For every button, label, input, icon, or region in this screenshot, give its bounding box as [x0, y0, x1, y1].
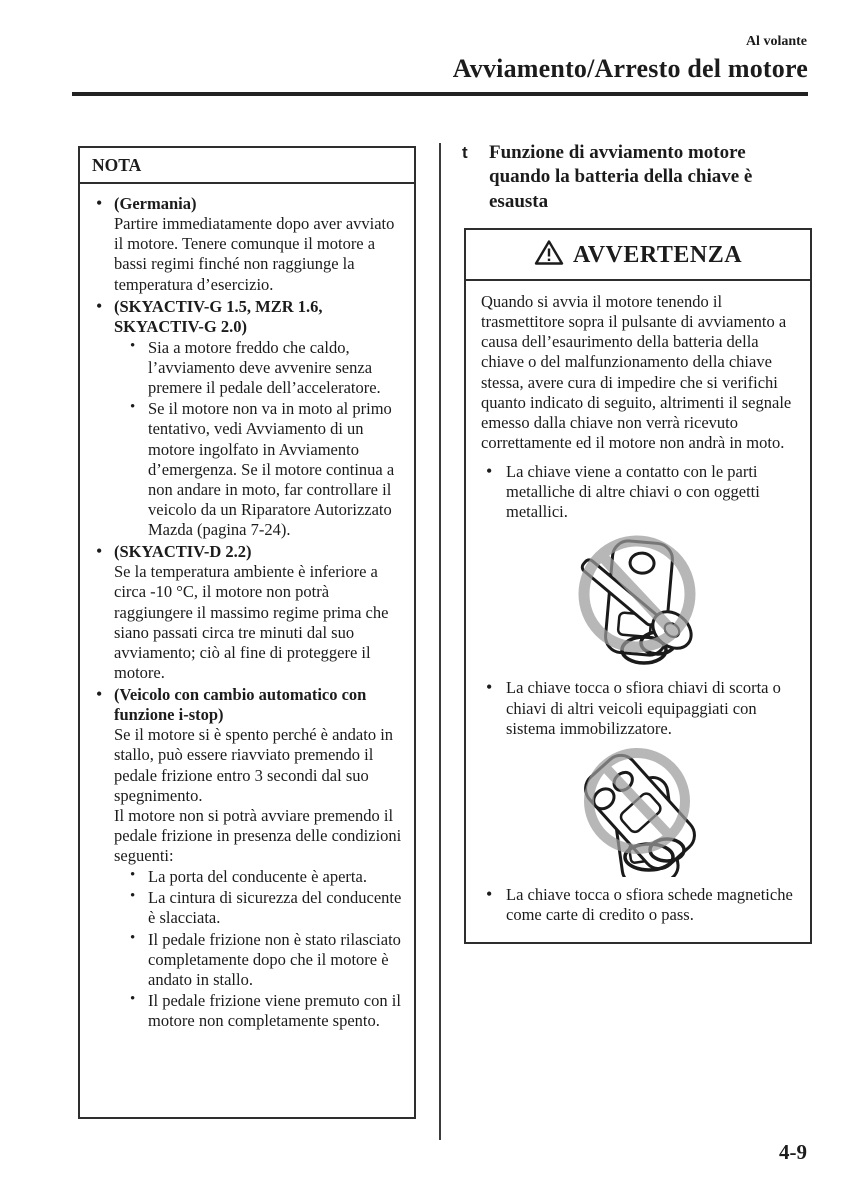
warning-item: • La chiave viene a contatto con le parti metalliche di altre chiavi o con oggetti metallici. — [481, 462, 797, 522]
nota-item-text: Se la temperatura ambiente è inferiore a circa -10 °C, il motore non potrà raggiungere il massimo regime prima che siano passati circa tre minuti dal suo avviamento; ciò al fine di proteggere il motore. — [114, 562, 389, 682]
nota-sub-item: • Il pedale frizione non è stato rilasciato completamente dopo che il motore è andato in stallo. — [124, 930, 406, 990]
section-heading — [458, 141, 798, 214]
key-near-other-keys-illustration — [481, 745, 797, 877]
title-rule — [72, 92, 808, 96]
nota-item-text: Partire immediatamente dopo aver avviato il motore. Tenere comunque il motore a bassi regimi finché non raggiunge la temperatura d’esercizio. — [114, 214, 395, 294]
warning-item: • La chiave tocca o sfiora chiavi di scorta o chiavi di altri veicoli equipaggiati con sistema immobilizzatore. — [481, 678, 797, 738]
nota-sub-item: • Se il motore non va in moto al primo tentativo, vedi Avviamento di un motore ingolfato in Avviamento d’emergenza. Se il motore continua a non andare in moto, far controllare il veicolo da un Riparatore Autorizzato Mazda (pagina 7-24). — [124, 399, 406, 540]
section-heading-text: Funzione di avviamento motore quando la batteria della chiave è esausta — [489, 142, 753, 212]
warning-intro: Quando si avvia il motore tenendo il trasmettitore sopra il pulsante di avviamento a causa dell’esaurimento della batteria della chiave o del malfunzionamento della chiave stessa, avere cura di impedire che si verifichi quanto indicato di seguito, altrimenti il segnale emesso dalla chiave non verrà ricevuto correttamente ed il motore non andrà in moto. — [481, 292, 792, 452]
section-marker: t — [462, 143, 468, 162]
nota-item-heading: (Germania) — [114, 194, 197, 213]
nota-box — [78, 146, 416, 1119]
nota-item — [92, 542, 406, 683]
nota-box-title: NOTA — [80, 148, 414, 184]
page-title: Avviamento/Arresto del motore — [452, 54, 808, 83]
nota-sublist — [124, 338, 406, 540]
nota-sub-item: • La cintura di sicurezza del conducente è slacciata. — [124, 888, 406, 928]
nota-sub-item: • Il pedale frizione viene premuto con il motore non completamente spento. — [124, 991, 406, 1031]
nota-item — [92, 685, 406, 1031]
warning-body — [466, 281, 810, 942]
nota-item-heading: (SKYACTIV-D 2.2) — [114, 542, 252, 562]
page-number: 4-9 — [779, 1140, 807, 1164]
column-divider — [439, 143, 441, 1140]
nota-sublist — [124, 867, 406, 1031]
warning-triangle-icon — [534, 239, 564, 271]
nota-box-body — [80, 184, 414, 1043]
nota-sub-item: • La porta del conducente è aperta. — [124, 867, 406, 887]
nota-sub-item: • Sia a motore freddo che caldo, l’avviamento deve avvenire senza premere il pedale dell’acceleratore. — [124, 338, 406, 398]
chapter-kicker: Al volante — [745, 34, 807, 49]
nota-item-text: Il motore non si potrà avviare premendo il pedale frizione in presenza delle condizioni seguenti: — [114, 805, 402, 865]
nota-item-text: Se il motore si è spento perché è andato in stallo, può essere riavviato premendo il pedale frizione entro 3 secondi dal suo spegnimento. — [114, 725, 394, 805]
warning-title: AVVERTENZA — [572, 241, 743, 268]
warning-item: • La chiave tocca o sfiora schede magnetiche come carte di credito o pass. — [481, 885, 797, 925]
warning-header — [466, 230, 810, 281]
warning-box — [464, 228, 812, 944]
nota-item — [92, 194, 406, 295]
nota-item-heading: (SKYACTIV-G 1.5, MZR 1.6, SKYACTIV-G 2.0) — [114, 296, 323, 336]
nota-item-heading: (Veicolo con cambio automatico con funzione i-stop) — [114, 685, 367, 725]
nota-item — [92, 297, 406, 541]
key-metal-contact-illustration — [481, 528, 797, 670]
